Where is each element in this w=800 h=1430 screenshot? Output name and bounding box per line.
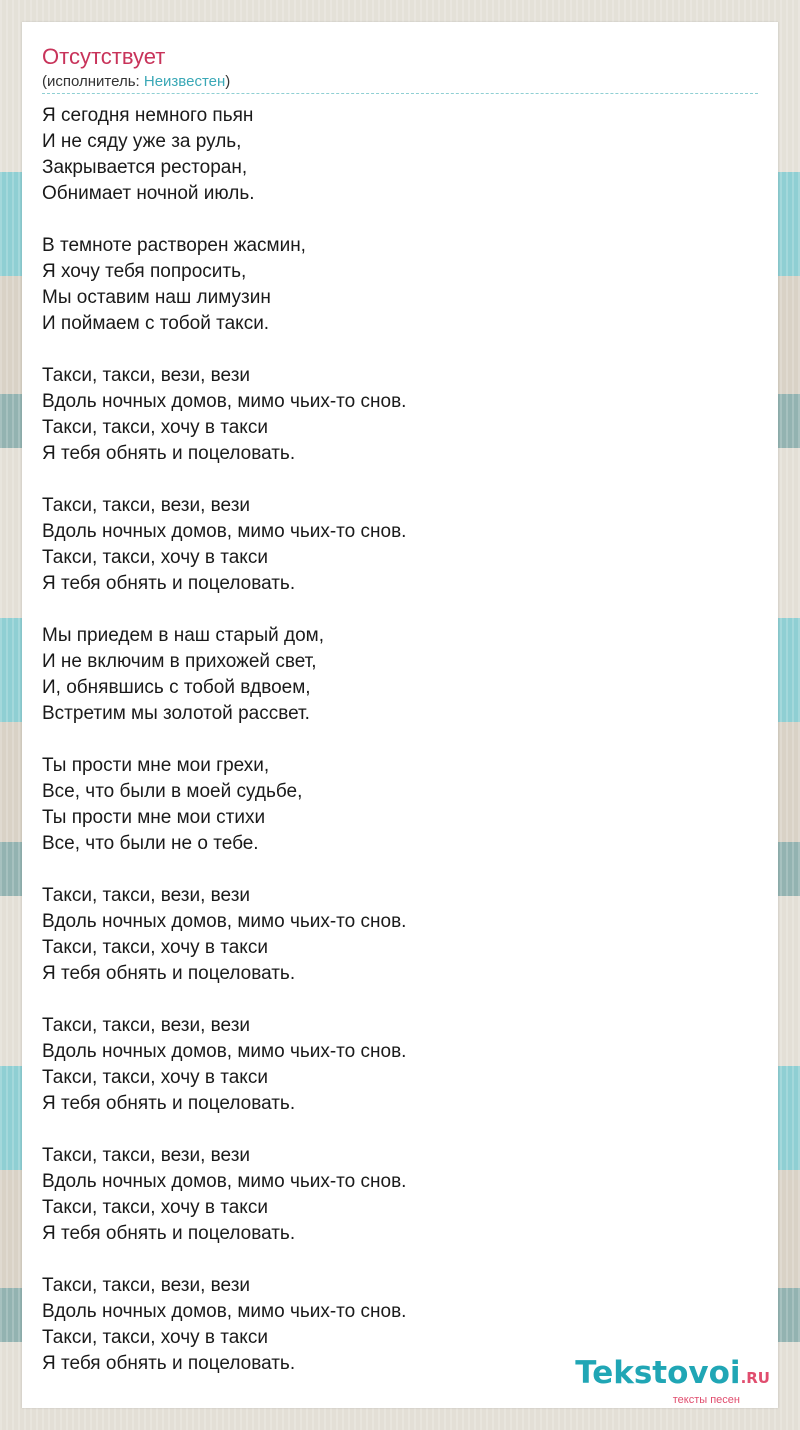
lyrics-line: Вдоль ночных домов, мимо чьих-то снов. bbox=[42, 391, 407, 412]
lyrics-line: Я тебя обнять и поцеловать. bbox=[42, 1093, 296, 1114]
lyrics-line: Я тебя обнять и поцеловать. bbox=[42, 963, 296, 984]
lyrics-body bbox=[42, 103, 742, 1403]
lyrics-line: И не включим в прихожей свет, bbox=[42, 651, 317, 672]
lyrics-stanza bbox=[42, 233, 742, 337]
lyrics-stanza bbox=[42, 363, 742, 467]
lyrics-line: Такси, такси, вези, вези bbox=[42, 1275, 251, 1296]
logo-tld: .RU bbox=[740, 1369, 770, 1387]
lyrics-line: Ты прости мне мои стихи bbox=[42, 807, 266, 828]
title-divider bbox=[42, 93, 758, 94]
lyrics-stanza bbox=[42, 1143, 742, 1247]
lyrics-line: Такси, такси, хочу в такси bbox=[42, 1197, 268, 1218]
lyrics-line: Вдоль ночных домов, мимо чьих-то снов. bbox=[42, 521, 407, 542]
lyrics-line: Такси, такси, вези, вези bbox=[42, 1015, 251, 1036]
lyrics-line: Вдоль ночных домов, мимо чьих-то снов. bbox=[42, 1301, 407, 1322]
lyrics-line: Все, что были не о тебе. bbox=[42, 833, 259, 854]
lyrics-line: В темноте растворен жасмин, bbox=[42, 235, 306, 256]
artist-line bbox=[42, 73, 230, 91]
lyrics-line: Такси, такси, вези, вези bbox=[42, 365, 251, 386]
artist-suffix: ) bbox=[225, 73, 231, 90]
logo-tagline: тексты песен bbox=[672, 1394, 740, 1406]
lyrics-stanza bbox=[42, 103, 742, 207]
lyrics-stanza bbox=[42, 493, 742, 597]
lyrics-line: Мы оставим наш лимузин bbox=[42, 287, 271, 308]
lyrics-line: Мы приедем в наш старый дом, bbox=[42, 625, 324, 646]
lyrics-stanza bbox=[42, 753, 742, 857]
lyrics-stanza bbox=[42, 623, 742, 727]
lyrics-line: Такси, такси, хочу в такси bbox=[42, 547, 268, 568]
lyrics-stanza bbox=[42, 883, 742, 987]
lyrics-line: И поймаем с тобой такси. bbox=[42, 313, 270, 334]
lyrics-line: Все, что были в моей судьбе, bbox=[42, 781, 303, 802]
artist-link[interactable]: Неизвестен bbox=[143, 73, 226, 90]
lyrics-line: И, обнявшись с тобой вдвоем, bbox=[42, 677, 311, 698]
lyrics-line: Вдоль ночных домов, мимо чьих-то снов. bbox=[42, 1171, 407, 1192]
lyrics-line: Вдоль ночных домов, мимо чьих-то снов. bbox=[42, 1041, 407, 1062]
lyrics-line: Такси, такси, хочу в такси bbox=[42, 937, 268, 958]
lyrics-line: Такси, такси, вези, вези bbox=[42, 495, 251, 516]
lyrics-line: Закрывается ресторан, bbox=[42, 157, 248, 178]
lyrics-line: Я тебя обнять и поцеловать. bbox=[42, 573, 296, 594]
lyrics-line: Такси, такси, хочу в такси bbox=[42, 417, 268, 438]
lyrics-line: Я хочу тебя попросить, bbox=[42, 261, 247, 282]
lyrics-line: Я тебя обнять и поцеловать. bbox=[42, 1353, 296, 1374]
lyrics-line: Обнимает ночной июль. bbox=[42, 183, 255, 204]
lyrics-line: Такси, такси, хочу в такси bbox=[42, 1327, 268, 1348]
lyrics-line: Вдоль ночных домов, мимо чьих-то снов. bbox=[42, 911, 407, 932]
lyrics-stanza bbox=[42, 1013, 742, 1117]
lyrics-line: Я сегодня немного пьян bbox=[42, 105, 254, 126]
lyrics-line: Я тебя обнять и поцеловать. bbox=[42, 1223, 296, 1244]
lyrics-card bbox=[22, 22, 778, 1408]
lyrics-line: Такси, такси, вези, вези bbox=[42, 1145, 251, 1166]
lyrics-line: Такси, такси, вези, вези bbox=[42, 885, 251, 906]
logo-name: Tekstovoi bbox=[575, 1355, 741, 1391]
logo-wordmark bbox=[575, 1357, 770, 1394]
song-title: Отсутствует bbox=[42, 44, 166, 69]
lyrics-line: И не сяду уже за руль, bbox=[42, 131, 242, 152]
site-logo[interactable] bbox=[575, 1357, 770, 1406]
lyrics-line: Ты прости мне мои грехи, bbox=[42, 755, 270, 776]
lyrics-line: Встретим мы золотой рассвет. bbox=[42, 703, 310, 724]
artist-prefix: (исполнитель: bbox=[42, 73, 144, 90]
lyrics-line: Я тебя обнять и поцеловать. bbox=[42, 443, 296, 464]
lyrics-line: Такси, такси, хочу в такси bbox=[42, 1067, 268, 1088]
